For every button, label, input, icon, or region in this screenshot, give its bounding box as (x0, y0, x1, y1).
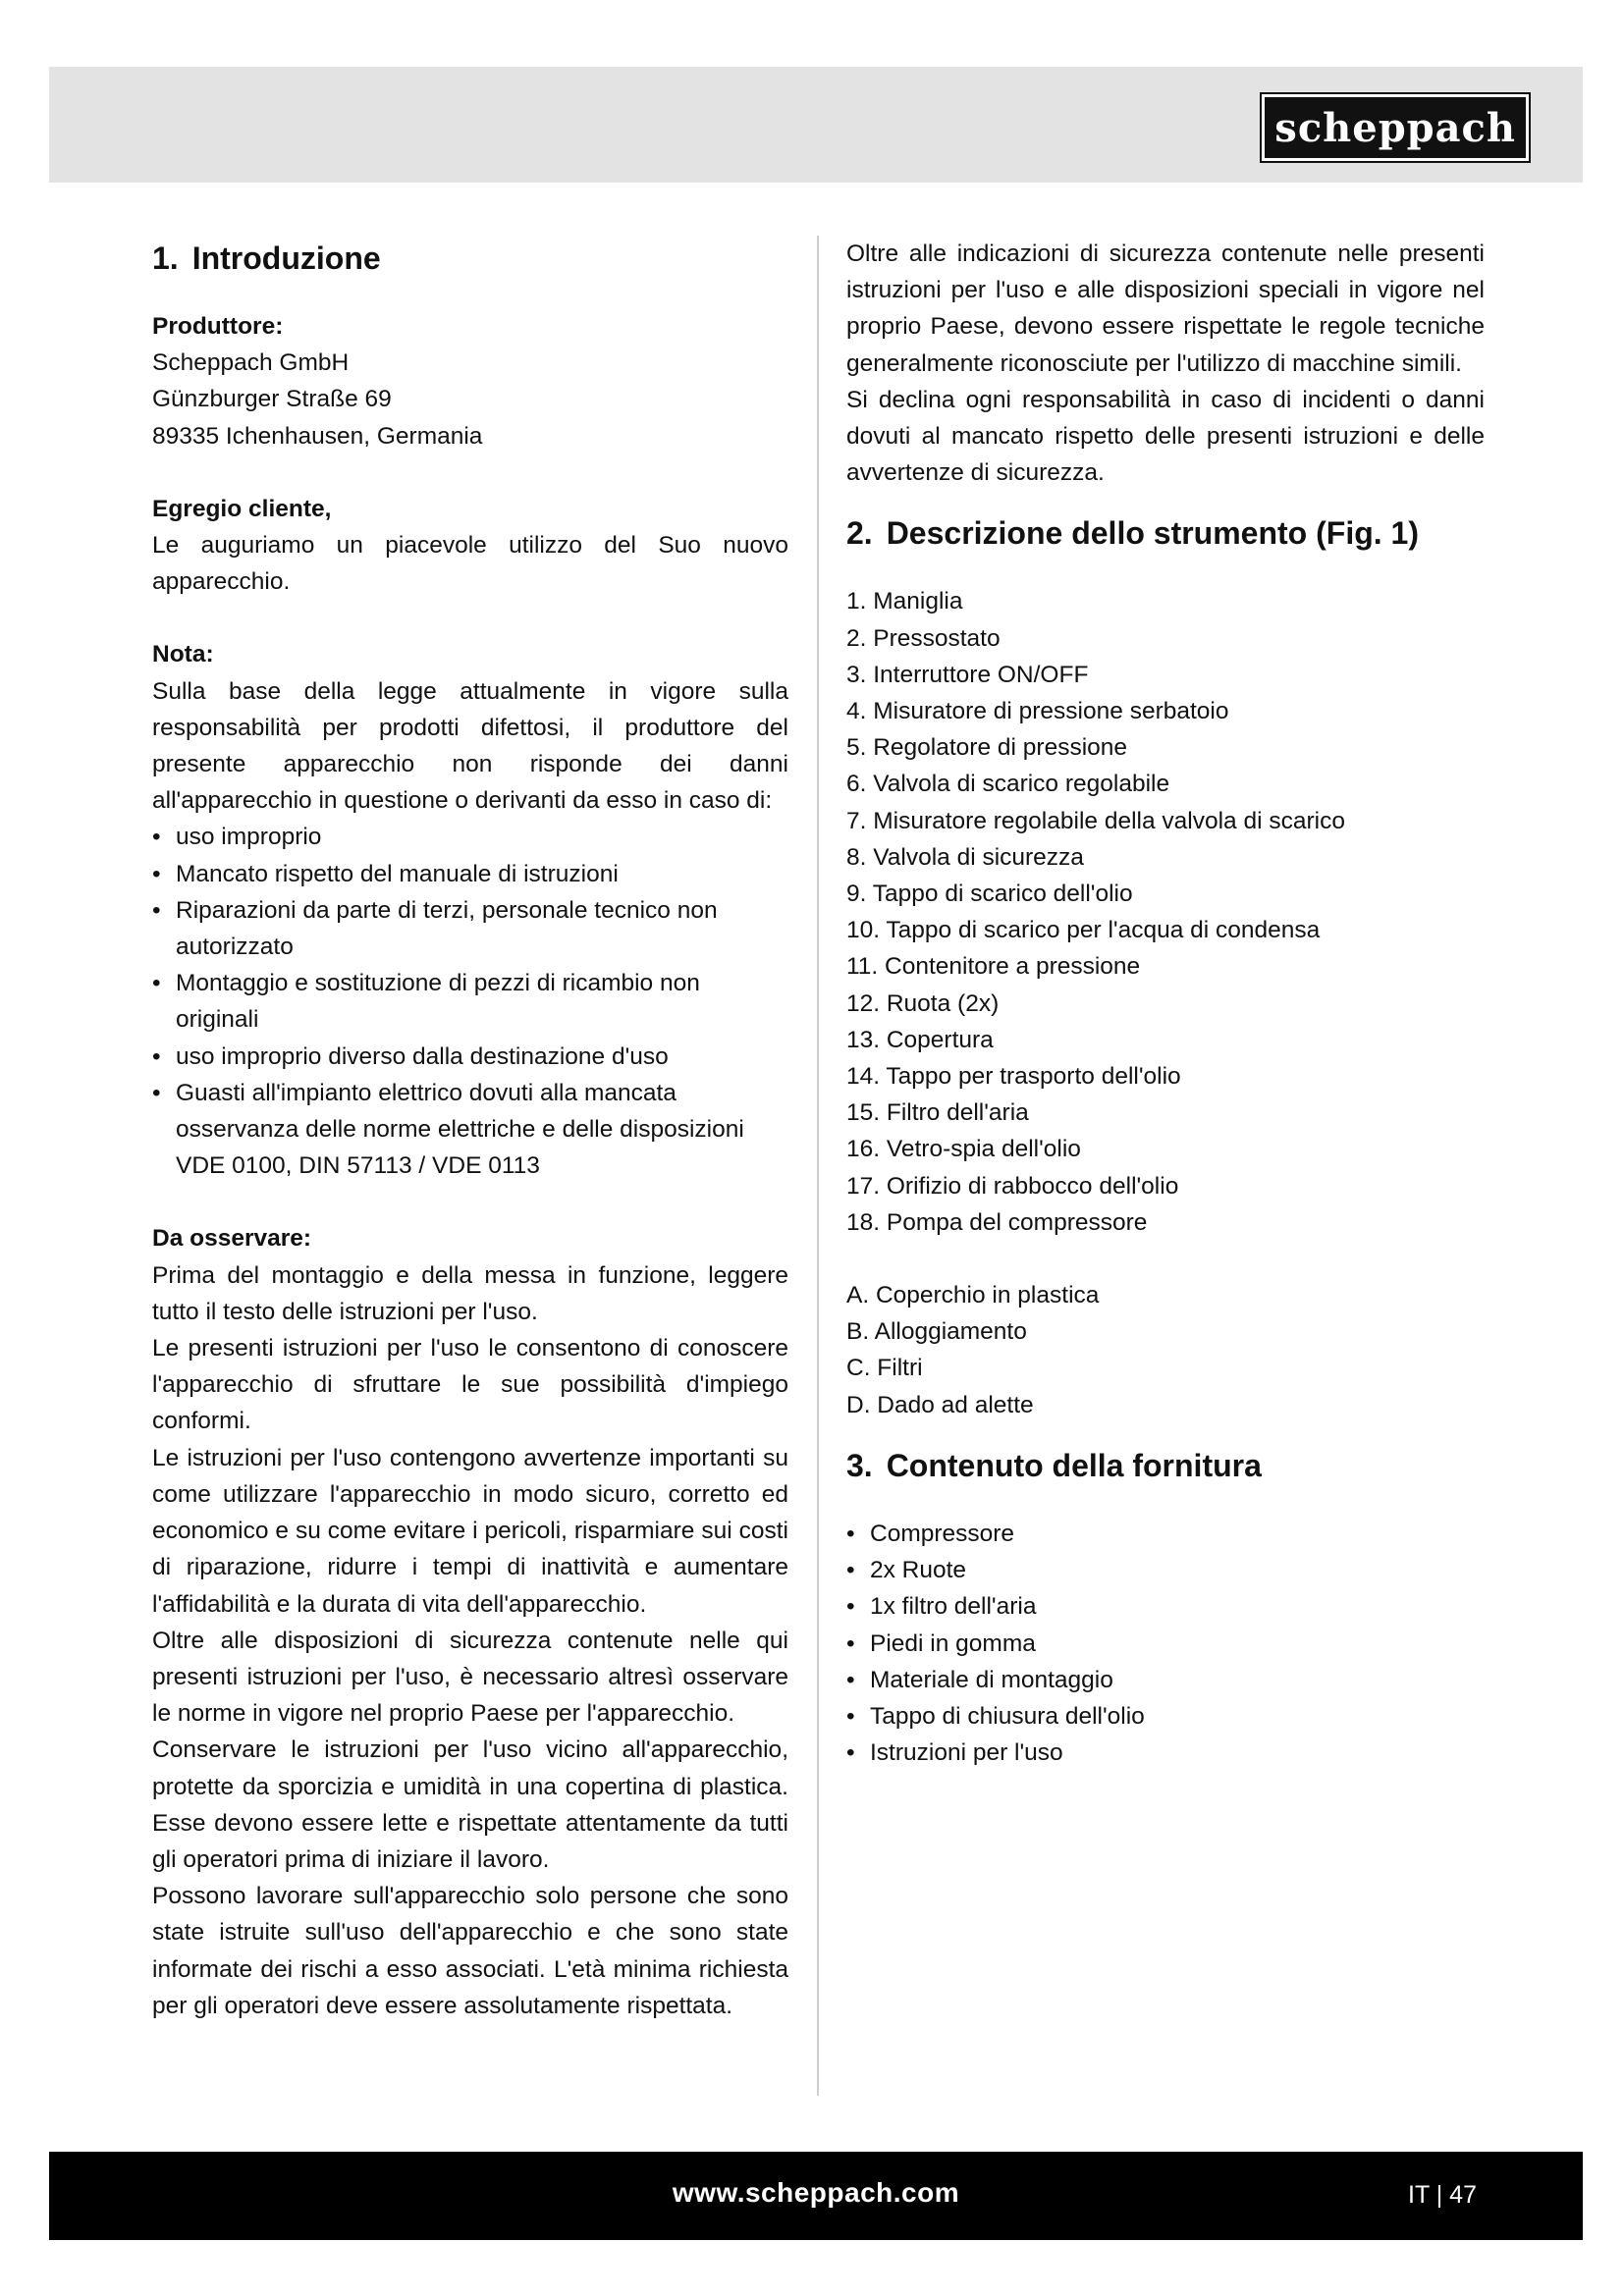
observe-paragraph: Le presenti istruzioni per l'uso le consentono di conoscere l'apparecchio di sfruttare le sue possibilità d'impiego conformi. (152, 1335, 788, 1435)
list-item: 8. Valvola di sicurezza (846, 843, 1084, 871)
list-item: D. Dado ad alette (846, 1391, 1034, 1418)
list-item: 7. Misuratore regolabile della valvola di scarico (846, 807, 1345, 834)
note-text: Sulla base della legge attualmente in vigore sulla responsabilità per prodotti difettosi, il produttore del presente apparecchio non risponde dei danni all'apparecchio in questione o derivanti da esso in caso di: (152, 677, 788, 815)
manufacturer-line: Scheppach GmbH (152, 349, 350, 377)
list-item: 1. Maniglia (846, 588, 963, 615)
list-item: • Istruzioni per l'uso (846, 1735, 1485, 1771)
brand-logo: scheppach (1262, 94, 1529, 161)
list-item: 12. Ruota (2x) (846, 989, 1000, 1017)
list-item: B. Alloggiamento (846, 1318, 1027, 1346)
website-link[interactable]: www.scheppach.com (672, 2177, 960, 2208)
list-item: • Mancato rispetto del manuale di istruzioni (152, 856, 788, 892)
intro-paragraph: Oltre alle indicazioni di sicurezza contenute nelle presenti istruzioni per l'uso e alle disposizioni speciali in vigore nel proprio Paese, devono essere rispettate le regole tecniche generalmente riconosciute per l'utilizzo di macchine simili. (846, 240, 1485, 377)
list-item: • 1x filtro dell'aria (846, 1588, 1485, 1625)
manufacturer-label: Produttore: (152, 313, 284, 340)
delivery-list (846, 1516, 1485, 1771)
section-2-heading: 2. Descrizione dello strumento (Fig. 1) (846, 515, 1419, 552)
observe-paragraph: Prima del montaggio e della messa in funzione, leggere tutto il testo delle istruzioni per l'uso. (152, 1261, 788, 1325)
list-item: 18. Pompa del compressore (846, 1208, 1148, 1236)
list-item: 3. Interruttore ON/OFF (846, 661, 1089, 688)
greeting-text: Le auguriamo un piacevole utilizzo del Suo nuovo apparecchio. (152, 532, 788, 596)
list-item: • Piedi in gomma (846, 1626, 1485, 1662)
list-item: • Materiale di montaggio (846, 1662, 1485, 1698)
column-divider (817, 236, 819, 2096)
list-item: • uso improprio diverso dalla destinazione d'uso (152, 1039, 788, 1075)
list-item: • Riparazioni da parte di terzi, personale tecnico non autorizzato (152, 892, 788, 965)
observe-paragraph: Possono lavorare sull'apparecchio solo persone che sono state istruite sull'uso dell'apparecchio e che sono state informate dei rischi a esso associati. L'età minima richiesta per gli operatori deve essere assolutamente rispettata. (152, 1883, 788, 2019)
list-item: 13. Copertura (846, 1026, 994, 1053)
list-item: 4. Misuratore di pressione serbatoio (846, 698, 1229, 725)
section-1-heading: 1. Introduzione (152, 240, 381, 276)
list-item: A. Coperchio in plastica (846, 1282, 1100, 1309)
observe-paragraph: Le istruzioni per l'uso contengono avvertenze importanti su come utilizzare l'apparecchio in modo sicuro, corretto ed economico e su come evitare i pericoli, risparmiare sui costi di riparazione, ridurre i tempi di inattività e aumentare l'affidabilità e la durata di vita dell'apparecchio. (152, 1444, 788, 1618)
list-item: 16. Vetro-spia dell'olio (846, 1136, 1081, 1163)
manufacturer-line: Günzburger Straße 69 (152, 386, 392, 413)
section-3-heading: 3. Contenuto della fornitura (846, 1447, 1262, 1483)
left-column (152, 236, 788, 2024)
greeting-label: Egregio cliente, (152, 495, 332, 522)
list-item: 15. Filtro dell'aria (846, 1099, 1029, 1127)
list-item: 17. Orifizio di rabbocco dell'olio (846, 1172, 1179, 1200)
observe-paragraph: Oltre alle disposizioni di sicurezza contenute nelle qui presenti istruzioni per l'uso, è necessario altresì osservare le norme in vigore nel proprio Paese per l'apparecchio. (152, 1627, 788, 1728)
list-item: 5. Regolatore di pressione (846, 734, 1128, 762)
list-item: 2. Pressostato (846, 624, 1001, 652)
liability-list (152, 819, 788, 1184)
observe-paragraph: Conservare le istruzioni per l'uso vicino all'apparecchio, protette da sporcizia e umidità in una copertina di plastica. Esse devono essere lette e rispettate attentamente da tutti gli operatori prima di iniziare il lavoro. (152, 1736, 788, 1873)
list-item: • Compressore (846, 1516, 1485, 1552)
list-item: 9. Tappo di scarico dell'olio (846, 881, 1133, 908)
list-item: • 2x Ruote (846, 1552, 1485, 1588)
footer-bar (49, 2152, 1583, 2240)
manufacturer-line: 89335 Ichenhausen, Germania (152, 422, 483, 450)
list-item: • Tappo di chiusura dell'olio (846, 1698, 1485, 1735)
list-item: 11. Contenitore a pressione (846, 953, 1141, 981)
list-item: C. Filtri (846, 1355, 923, 1382)
filter-parts-list (846, 1277, 1485, 1423)
list-item: 14. Tappo per trasporto dell'olio (846, 1063, 1181, 1091)
right-column (846, 236, 1485, 1771)
page-number: IT | 47 (1408, 2181, 1477, 2209)
intro-paragraph: Si declina ogni responsabilità in caso di incidenti o danni dovuti al mancato rispetto delle presenti istruzioni e delle avvertenze di sicurezza. (846, 386, 1485, 487)
observe-label: Da osservare: (152, 1225, 312, 1253)
header-band (49, 67, 1583, 183)
parts-list (846, 583, 1485, 1241)
list-item: • Guasti all'impianto elettrico dovuti alla mancata osservanza delle norme elettriche e delle disposizioni VDE 0100, DIN 57113 / VDE 0113 (152, 1075, 788, 1185)
list-item: 6. Valvola di scarico regolabile (846, 771, 1170, 798)
list-item: • Montaggio e sostituzione di pezzi di ricambio non originali (152, 965, 788, 1038)
list-item: 10. Tappo di scarico per l'acqua di condensa (846, 917, 1321, 944)
note-label: Nota: (152, 641, 214, 668)
list-item: • uso improprio (152, 819, 788, 855)
